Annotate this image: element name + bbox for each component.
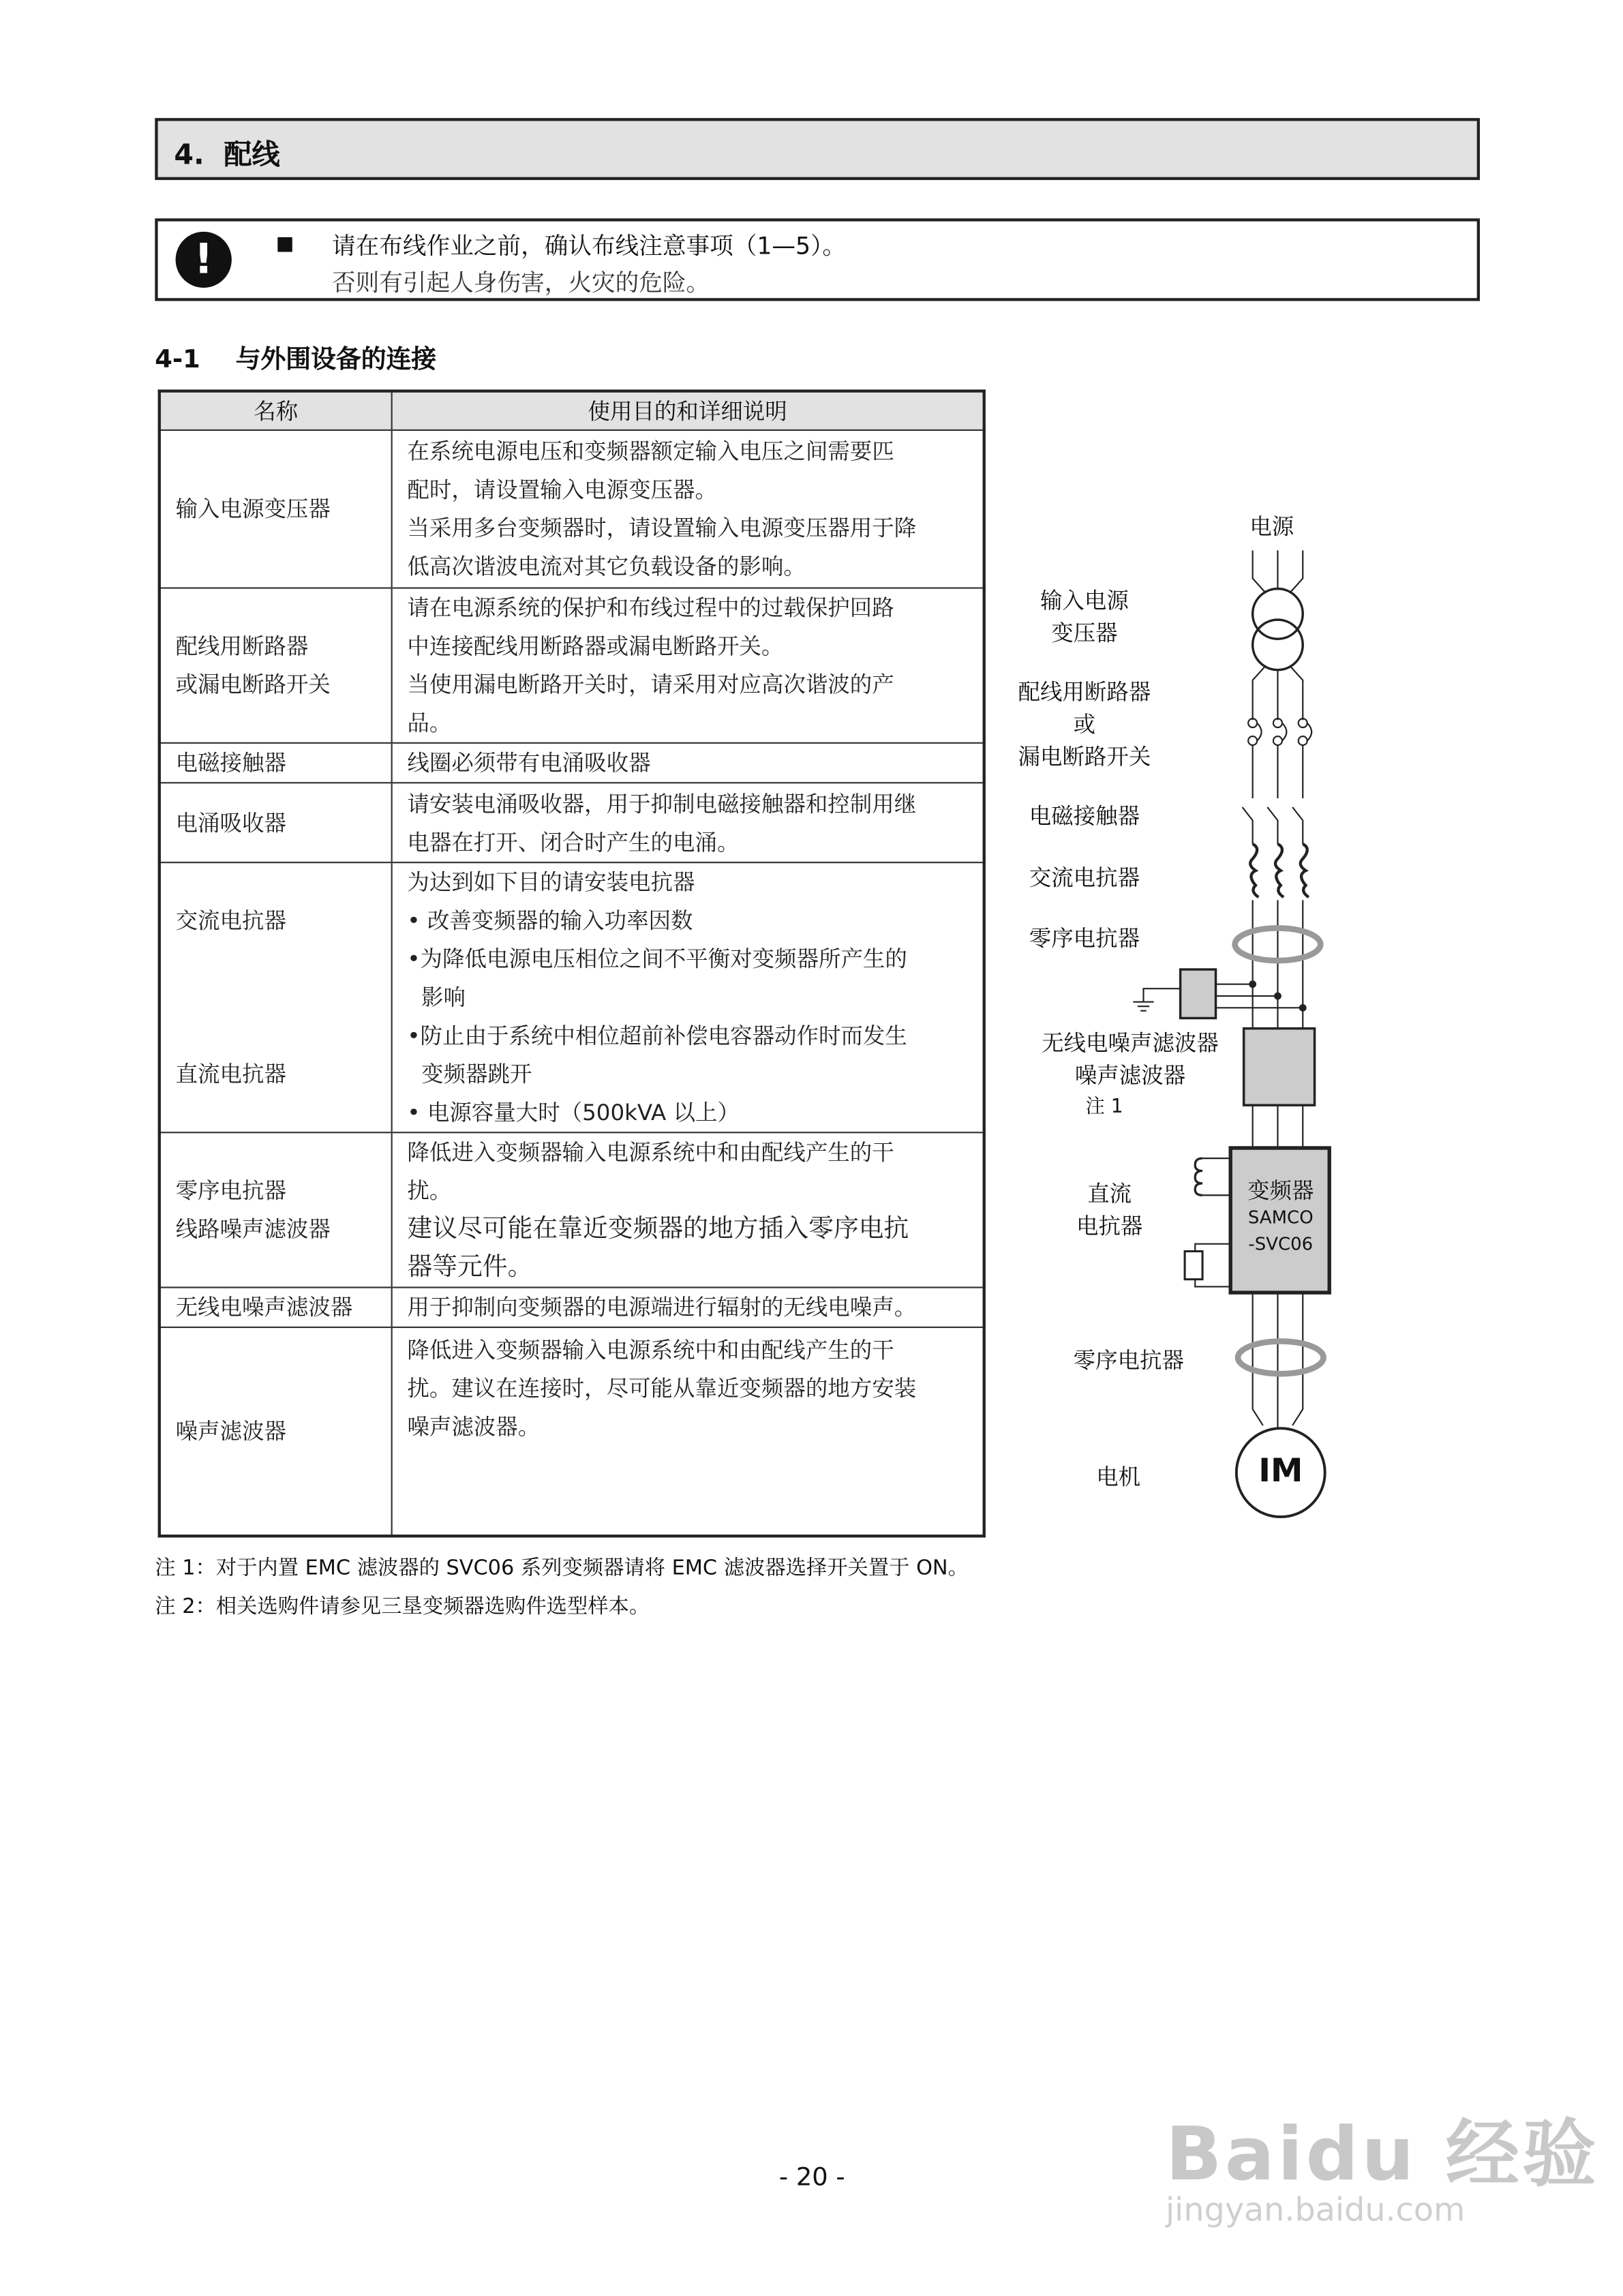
dc-reactor-label: 直流 电抗器 xyxy=(1076,1180,1143,1240)
table-row: 配线用断路器 或漏电断路开关 请在电源系统的保护和布线过程中的过载保护回路 中连接配线用断路器或漏电断路开关。 当使用漏电断路开关时，请采用对应高次谐波的产 品。 xyxy=(160,588,984,743)
page-number: - 20 - xyxy=(778,2163,845,2193)
table-row: 噪声滤波器 降低进入变频器输入电源系统中和由配线产生的干 扰。建议在连接时，尽可能从靠近变频器的地方安装 噪声滤波器。 xyxy=(160,1327,984,1535)
transformer-label: 输入电源 变压器 xyxy=(1040,587,1129,647)
warning-line-1: 请在布线作业之前，确认布线注意事项（1—5）。 xyxy=(332,231,847,260)
warning-line-2: 否则有引起人身伤害，火灾的危险。 xyxy=(332,268,710,297)
section-title: 4. 配线 xyxy=(174,138,280,172)
zero-phase-reactor-label: 零序电抗器 xyxy=(1029,925,1140,952)
table-row: 电涌吸收器 请安装电涌吸收器，用于抑制电磁接触器和控制用继 电器在打开、闭合时产生的电涌。 xyxy=(160,783,984,862)
contactor-label: 电磁接触器 xyxy=(1029,802,1140,830)
motor-label: 电机 xyxy=(1096,1464,1141,1491)
filter-label: 无线电噪声滤波器 噪声滤波器 注 1 xyxy=(1042,1029,1219,1119)
table-header: 名称 使用目的和详细说明 xyxy=(160,391,984,430)
motor-text: IM xyxy=(1258,1453,1303,1491)
bullet-icon: ■ xyxy=(275,232,294,256)
inverter-label: 变频器 SAMCO -SVC06 xyxy=(1247,1177,1314,1254)
note-2: 注 2：相关选购件请参见三垦变频器选购件选型样本。 xyxy=(155,1595,650,1619)
table-row: 零序电抗器 线路噪声滤波器 降低进入变频器输入电源系统中和由配线产生的干 扰。 建议尽可能在靠近变频器的地方插入零序电抗 器等元件。 xyxy=(160,1132,984,1287)
note-1: 注 1：对于内置 EMC 滤波器的 SVC06 系列变频器请将 EMC 滤波器选择开关置于 ON。 xyxy=(155,1556,969,1581)
zero-phase-reactor-icon xyxy=(1238,1342,1324,1374)
table-row: 无线电噪声滤波器 用于抑制向变频器的电源端进行辐射的无线电噪声。 xyxy=(160,1288,984,1327)
resistor-icon xyxy=(1185,1251,1202,1279)
breaker-label: 配线用断路器 或 漏电断路开关 xyxy=(1018,678,1151,770)
baidu-watermark-logo: Baidu 经验 xyxy=(1165,2111,1599,2197)
ac-reactor-label: 交流电抗器 xyxy=(1029,864,1140,892)
exclamation-icon: ! xyxy=(176,232,232,288)
power-label: 电源 xyxy=(1249,513,1294,541)
line-filter-icon xyxy=(1244,1029,1315,1106)
baidu-watermark-url: jingyan.baidu.com xyxy=(1165,2192,1466,2230)
subsection-title: 4-1 与外围设备的连接 xyxy=(155,345,437,375)
noise-filter-icon xyxy=(1181,969,1216,1018)
zero-phase-reactor-label-2: 零序电抗器 xyxy=(1073,1347,1185,1374)
breaker-icons xyxy=(1248,719,1311,745)
table-row: 输入电源变压器 在系统电源电压和变频器额定输入电压之间需要匹 配时，请设置输入电源变压器。 当采用多台变频器时，请设置输入电源变压器用于降 低高次谐波电流对其它负载设备的影响。 xyxy=(160,430,984,588)
table-row: 交流电抗器 直流电抗器 为达到如下目的请安装电抗器 • 改善变频器的输入功率因数 •为降低电源电压相位之间不平衡对变频器所产生的 影响 •防止由于系统中相位超前补偿电容器动作时而发生 变频器跳开 • 电源容量大时（500kVA 以上） xyxy=(160,862,984,1132)
table-row: 电磁接触器 线圈必须带有电涌吸收器 xyxy=(160,743,984,783)
